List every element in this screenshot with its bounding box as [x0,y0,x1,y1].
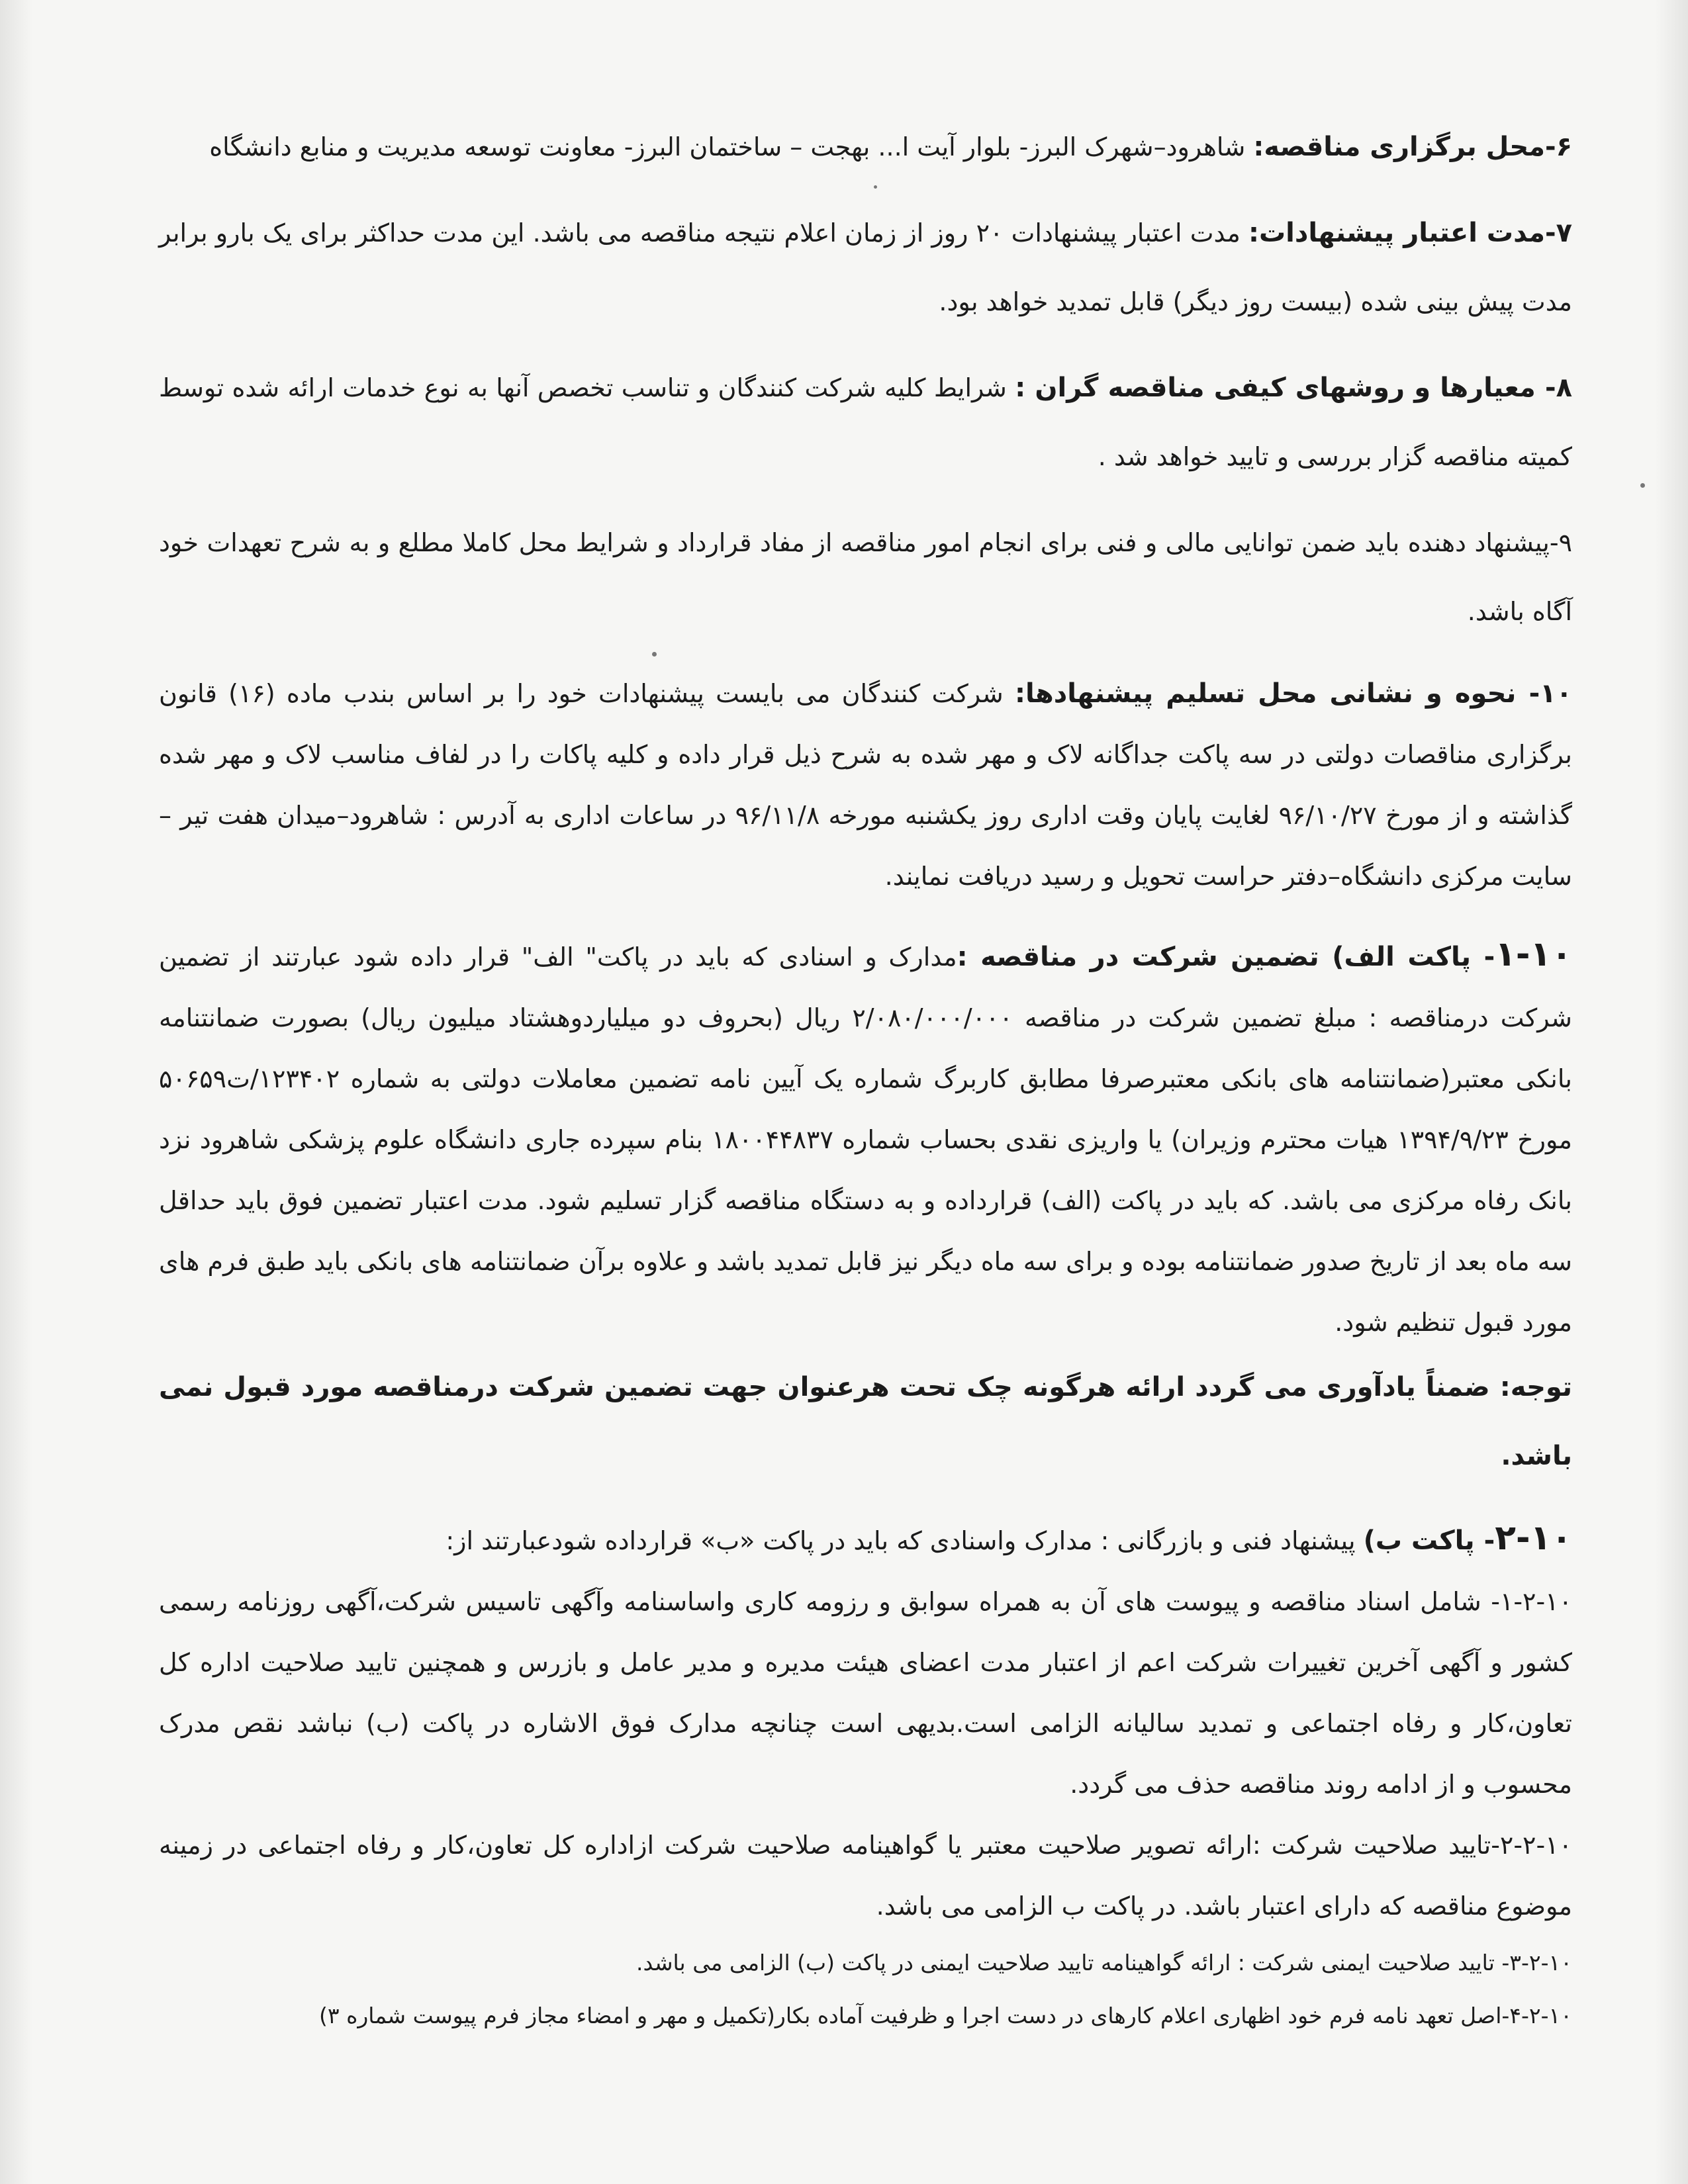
scan-shadow-right [1655,0,1688,2184]
section-7-heading: ۷-مدت اعتبار پیشنهادات: [1248,218,1573,248]
section-10 [159,663,1572,907]
section-9-text: ۹-پیشنهاد دهنده باید ضمن توانایی مالی و فنی برای انجام امور مناقصه از مفاد قرارداد و شرایط محل کاملا مطلع و به شرح تعهدات خود آگاه باشد. [159,528,1572,626]
section-10-text: شرکت کنندگان می بایست پیشنهادات خود را بر اساس بندب ماده (۱۶) قانون برگزاری مناقصات دولتی در سه پاکت جداگانه لاک و مهر شده به شرح ذیل قرار داده و کلیه پاکات را در لفاف مناسب لاک و مهر شده گذاشته و از مورخ ۹۶/۱۰/۲۷ لغایت پایان وقت اداری روز یکشنبه مورخه ۹۶/۱۱/۸ در ساعات اداری به آدرس : شاهرود–میدان هفت تیر –سایت مرکزی دانشگاه–دفتر حراست تحویل و رسید دریافت نمایند. [159,679,1572,891]
section-10-1-heading: - پاکت الف) تضمین شرکت در مناقصه : [957,942,1495,972]
section-10-2-number: ۲-۱۰ [1495,1518,1572,1558]
section-10-heading: ۱۰- نحوه و نشانی محل تسلیم پیشنهادها: [1015,678,1573,709]
section-6 [159,113,1572,181]
section-10-2-heading: - پاکت ب) [1363,1525,1495,1556]
section-10-1-text: مدارک و اسنادی که باید در پاکت" الف" قرار داده شود عبارتند از تضمین شرکت درمناقصه : مبلغ تضمین شرکت در مناقصه ۲/۰۸۰/۰۰۰/۰۰۰ ریال (بحروف دو میلیاردوهشتاد میلیون ریال) بصورت ضمانتنامه بانکی معتبر(ضمانتنامه های بانکی معتبرصرفا مطابق کاربرگ شماره یک آیین نامه تضمین معاملات دولتی به شماره ۱۲۳۴۰۲/ت۵۰۶۵۹ مورخ ۱۳۹۴/۹/۲۳ هیات محترم وزیران) یا واریزی نقدی بحساب شماره ۱۸۰۰۴۴۸۳۷ بنام سپرده جاری دانشگاه علوم پزشکی شاهرود نزد بانک رفاه مرکزی می باشد. که باید در پاکت (الف) قرارداده و به دستگاه مناقصه گزار تسلیم شود. مدت اعتبار تضمین فوق باید حداقل سه ماه بعد از تاریخ صدور ضمانتنامه بوده و برای سه ماه دیگر نیز قابل تمدید باشد و علاوه برآن ضمانتنامه های بانکی باید طبق فرم های مورد قبول تنظیم شود. [159,942,1572,1337]
guarantee-note [159,1353,1572,1490]
section-10-2-2 [159,1815,1572,1936]
guarantee-note-text: توجه: ضمناً یادآوری می گردد ارائه هرگونه چک تحت هرعنوان جهت تضمین شرکت درمناقصه مورد قبول نمی باشد. [159,1372,1572,1471]
scan-shadow-left [0,0,33,2184]
section-10-1-number: ۱-۱۰ [1495,934,1572,974]
section-8 [159,353,1572,491]
section-10-2-3 [159,1936,1572,1989]
document-body [159,113,1572,2042]
scan-speck [1640,483,1645,488]
section-10-2-2-text: ۲-۲-۱۰-تایید صلاحیت شرکت :ارائه تصویر صلاحیت معتبر یا گواهینامه صلاحیت شرکت ازاداره کل تعاون،کار و رفاه اجتماعی در زمینه موضوع مناقصه که دارای اعتبار باشد. در پاکت ب الزامی می باشد. [159,1831,1572,1921]
section-10-2-3-text: ۳-۲-۱۰- تایید صلاحیت ایمنی شرکت : ارائه گواهینامه تایید صلاحیت ایمنی در پاکت (ب) الزامی می باشد. [636,1950,1572,1976]
section-10-2-4-text: ۴-۲-۱۰-اصل تعهد نامه فرم خود اظهاری اعلام کارهای در دست اجرا و ظرفیت آماده بکار(تکمیل و مهر و امضاء مجاز فرم پیوست شماره ۳) [318,2003,1572,2028]
section-10-2-1 [159,1571,1572,1815]
section-10-2 [159,1508,1572,1571]
section-10-2-4 [159,1989,1572,2042]
section-10-1 [159,924,1572,1353]
section-6-heading: ۶-محل برگزاری مناقصه: [1253,132,1572,162]
section-7 [159,199,1572,336]
section-10-2-text: پیشنهاد فنی و بازرگانی : مدارک واسنادی که باید در پاکت «ب» قرارداده شودعبارتند از: [445,1526,1364,1555]
section-8-heading: ۸- معیارها و روشهای کیفی مناقصه گران : [1015,373,1572,403]
section-10-2-1-text: ۱-۲-۱۰- شامل اسناد مناقصه و پیوست های آن به همراه سوابق و رزومه کاری واساسنامه وآگهی تاسیس شرکت،آگهی روزنامه رسمی کشور و آگهی آخرین تغییرات شرکت اعم از اعتبار مدت اعضای هیئت مدیره و مدیر عامل و بازرس و همچنین تایید صلاحیت اداره کل تعاون،کار و رفاه اجتماعی و تمدید سالیانه الزامی است.بدیهی است چنانچه مدارک فوق الاشاره در پاکت (ب) نباشد نقص مدرک محسوب و از ادامه روند مناقصه حذف می گردد. [159,1587,1572,1799]
section-7-text: مدت اعتبار پیشنهادات ۲۰ روز از زمان اعلام نتیجه مناقصه می باشد. این مدت حداکثر برای یک بارو برابر مدت پیش بینی شده (بیست روز دیگر) قابل تمدید خواهد بود. [159,218,1572,316]
section-6-text: شاهرود–شهرک البرز- بلوار آیت ا... بهجت – ساختمان البرز- معاونت توسعه مدیریت و منابع دانشگاه [209,132,1254,161]
section-9 [159,508,1572,646]
section-8-text: شرایط کلیه شرکت کنندگان و تناسب تخصص آنها به نوع خدمات ارائه شده توسط کمیته مناقصه گزار بررسی و تایید خواهد شد . [159,373,1572,471]
